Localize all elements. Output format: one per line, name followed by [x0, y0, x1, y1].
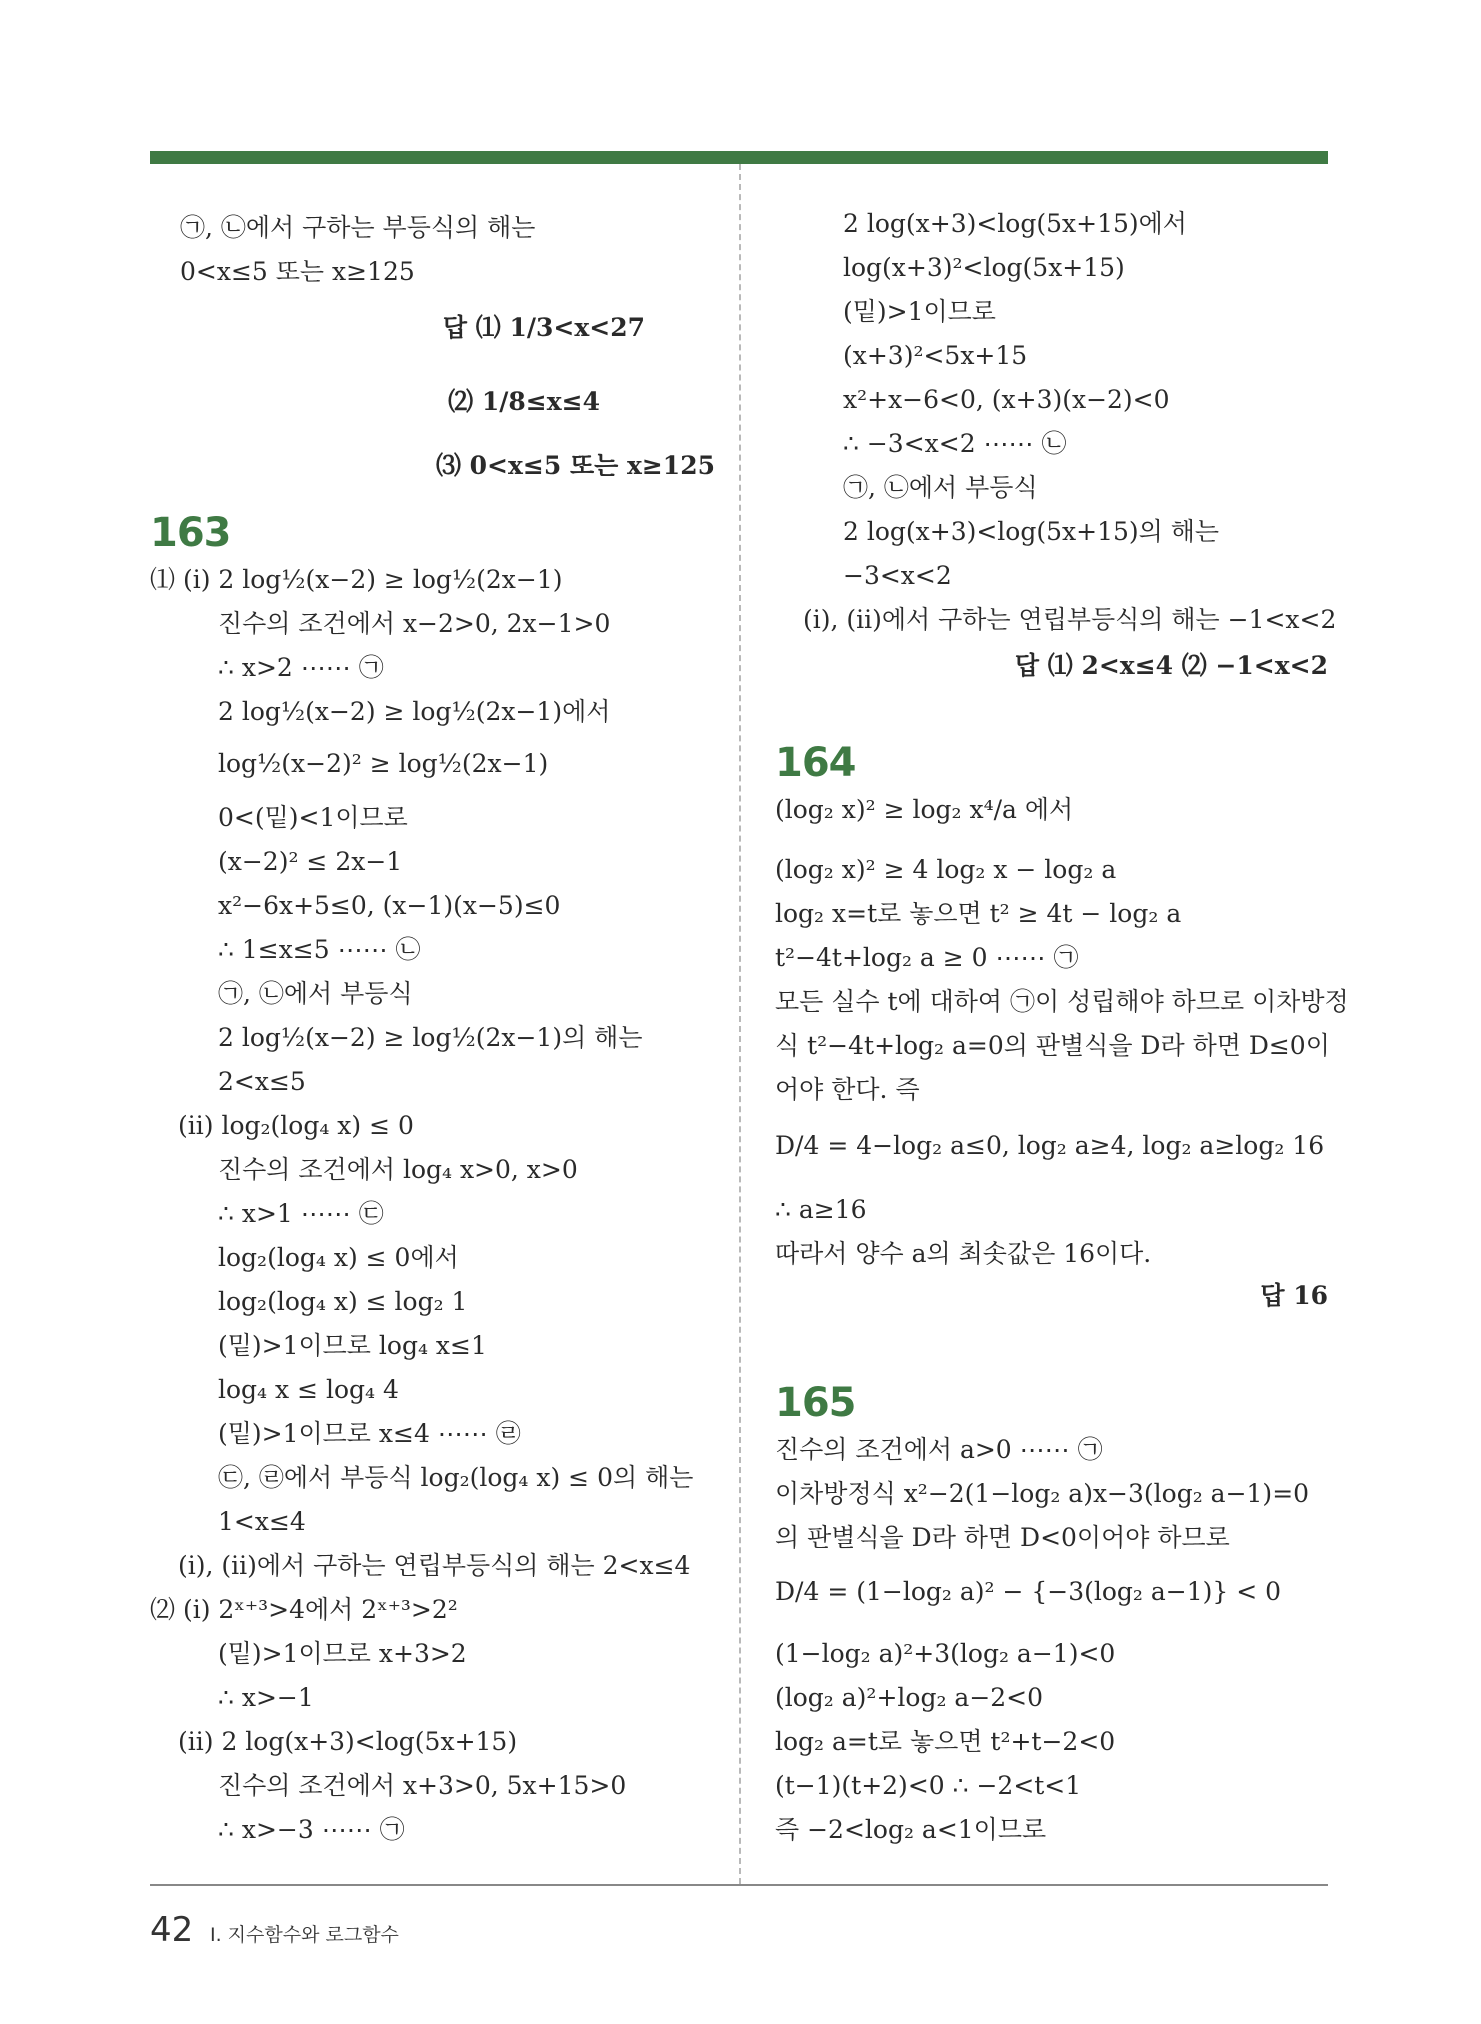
solution-line: (밑)>1이므로 x+3>2: [218, 1639, 467, 1668]
solution-line: 2<x≤5: [218, 1067, 306, 1096]
solution-line: log₂(log₄ x) ≤ log₂ 1: [218, 1287, 468, 1316]
solution-line: ∴ 1≤x≤5 ⋯⋯ ㉡: [218, 935, 421, 964]
solution-line: 식 t²−4t+log₂ a=0의 판별식을 D라 하면 D≤0이: [775, 1031, 1330, 1060]
solution-line: t²−4t+log₂ a ≥ 0 ⋯⋯ ㉠: [775, 943, 1079, 972]
solution-line: 진수의 조건에서 x+3>0, 5x+15>0: [218, 1771, 627, 1800]
solution-line: ⑵ (ⅰ) 2ˣ⁺³>4에서 2ˣ⁺³>2²: [150, 1595, 458, 1624]
solution-line: (log₂ x)² ≥ 4 log₂ x − log₂ a: [775, 855, 1117, 884]
solution-line: ⑴ (ⅰ) 2 log½(x−2) ≥ log½(2x−1): [150, 565, 563, 594]
solution-line: 2 log½(x−2) ≥ log½(2x−1)의 해는: [218, 1023, 643, 1052]
solution-line: log½(x−2)² ≥ log½(2x−1): [218, 749, 549, 778]
solution-line: 1<x≤4: [218, 1507, 306, 1536]
column-divider: [739, 164, 741, 1884]
answer-163: 답 ⑴ 2<x≤4 ⑵ −1<x<2: [1014, 651, 1328, 680]
solution-line: (t−1)(t+2)<0 ∴ −2<t<1: [775, 1771, 1082, 1800]
solution-line: −3<x<2: [843, 561, 952, 590]
solution-line: 2 log(x+3)<log(5x+15)의 해는: [843, 517, 1220, 546]
solution-line: (ⅱ) log₂(log₄ x) ≤ 0: [178, 1111, 414, 1140]
solution-line: log₂(log₄ x) ≤ 0에서: [218, 1243, 459, 1272]
solution-line: x²+x−6<0, (x+3)(x−2)<0: [843, 385, 1170, 414]
solution-line: ㉢, ㉣에서 부등식 log₂(log₄ x) ≤ 0의 해는: [218, 1463, 694, 1492]
solution-line: (ⅰ), (ⅱ)에서 구하는 연립부등식의 해는 −1<x<2: [803, 605, 1337, 634]
answer-164: 답 16: [1260, 1281, 1328, 1310]
problem-number-164: 164: [775, 740, 856, 786]
solution-line: (ⅰ), (ⅱ)에서 구하는 연립부등식의 해는 2<x≤4: [178, 1551, 691, 1580]
solution-line: 모든 실수 t에 대하여 ㉠이 성립해야 하므로 이차방정: [775, 987, 1349, 1016]
solution-line: 즉 −2<log₂ a<1이므로: [775, 1815, 1047, 1844]
solution-line: (x−2)² ≤ 2x−1: [218, 847, 403, 876]
solution-line: D/4 = 4−log₂ a≤0, log₂ a≥4, log₂ a≥log₂ 16: [775, 1131, 1325, 1160]
solution-line: (밑)>1이므로 x≤4 ⋯⋯ ㉣: [218, 1419, 521, 1448]
solution-line: D/4 = (1−log₂ a)² − {−3(log₂ a−1)} < 0: [775, 1577, 1282, 1606]
solution-line: (1−log₂ a)²+3(log₂ a−1)<0: [775, 1639, 1116, 1668]
footer-rule: [150, 1884, 1328, 1886]
solution-line: ∴ a≥16: [775, 1195, 867, 1224]
solution-line: x²−6x+5≤0, (x−1)(x−5)≤0: [218, 891, 561, 920]
solution-line: ∴ x>−3 ⋯⋯ ㉠: [218, 1815, 405, 1844]
solution-line: ㉠, ㉡에서 부등식: [218, 979, 413, 1008]
answer-line: 답 ⑴ 1/3<x<27: [442, 313, 645, 342]
solution-line: ㉠, ㉡에서 부등식: [843, 473, 1038, 502]
problem-number-163: 163: [150, 510, 231, 556]
solution-line: 0<(밑)<1이므로: [218, 803, 408, 832]
solution-line: 2 log½(x−2) ≥ log½(2x−1)에서: [218, 697, 611, 726]
answer-line: ⑶ 0<x≤5 또는 x≥125: [435, 451, 715, 480]
intro-line: 0<x≤5 또는 x≥125: [180, 257, 415, 286]
solution-line: (x+3)²<5x+15: [843, 341, 1028, 370]
solution-line: (밑)>1이므로 log₄ x≤1: [218, 1331, 487, 1360]
solution-line: (밑)>1이므로: [843, 297, 996, 326]
solution-line: ∴ −3<x<2 ⋯⋯ ㉡: [843, 429, 1067, 458]
solution-line: 어야 한다. 즉: [775, 1075, 920, 1104]
solution-line: log₂ a=t로 놓으면 t²+t−2<0: [775, 1727, 1116, 1756]
solution-line: 의 판별식을 D라 하면 D<0이어야 하므로: [775, 1523, 1230, 1552]
intro-line: ㉠, ㉡에서 구하는 부등식의 해는: [180, 213, 536, 242]
answer-line: ⑵ 1/8≤x≤4: [448, 387, 600, 416]
solution-line: 이차방정식 x²−2(1−log₂ a)x−3(log₂ a−1)=0: [775, 1479, 1310, 1508]
solution-line: (log₂ x)² ≥ log₂ x⁴/a 에서: [775, 795, 1074, 824]
solution-line: 진수의 조건에서 a>0 ⋯⋯ ㉠: [775, 1435, 1103, 1464]
solution-line: (log₂ a)²+log₂ a−2<0: [775, 1683, 1044, 1712]
solution-line: log₂ x=t로 놓으면 t² ≥ 4t − log₂ a: [775, 899, 1182, 928]
chapter-label: Ⅰ. 지수함수와 로그함수: [210, 1924, 399, 1946]
solution-line: log(x+3)²<log(5x+15): [843, 253, 1125, 282]
page-number: 42: [150, 1910, 194, 1950]
solution-line: (ⅱ) 2 log(x+3)<log(5x+15): [178, 1727, 518, 1756]
solution-line: ∴ x>2 ⋯⋯ ㉠: [218, 653, 384, 682]
solution-line: 2 log(x+3)<log(5x+15)에서: [843, 209, 1187, 238]
solution-line: log₄ x ≤ log₄ 4: [218, 1375, 399, 1404]
solution-line: 진수의 조건에서 x−2>0, 2x−1>0: [218, 609, 611, 638]
solution-line: ∴ x>1 ⋯⋯ ㉢: [218, 1199, 384, 1228]
problem-number-165: 165: [775, 1380, 856, 1426]
top-accent-bar: [150, 151, 1328, 164]
solution-line: 진수의 조건에서 log₄ x>0, x>0: [218, 1155, 578, 1184]
solution-line: 따라서 양수 a의 최솟값은 16이다.: [775, 1239, 1152, 1268]
solution-line: ∴ x>−1: [218, 1683, 314, 1712]
